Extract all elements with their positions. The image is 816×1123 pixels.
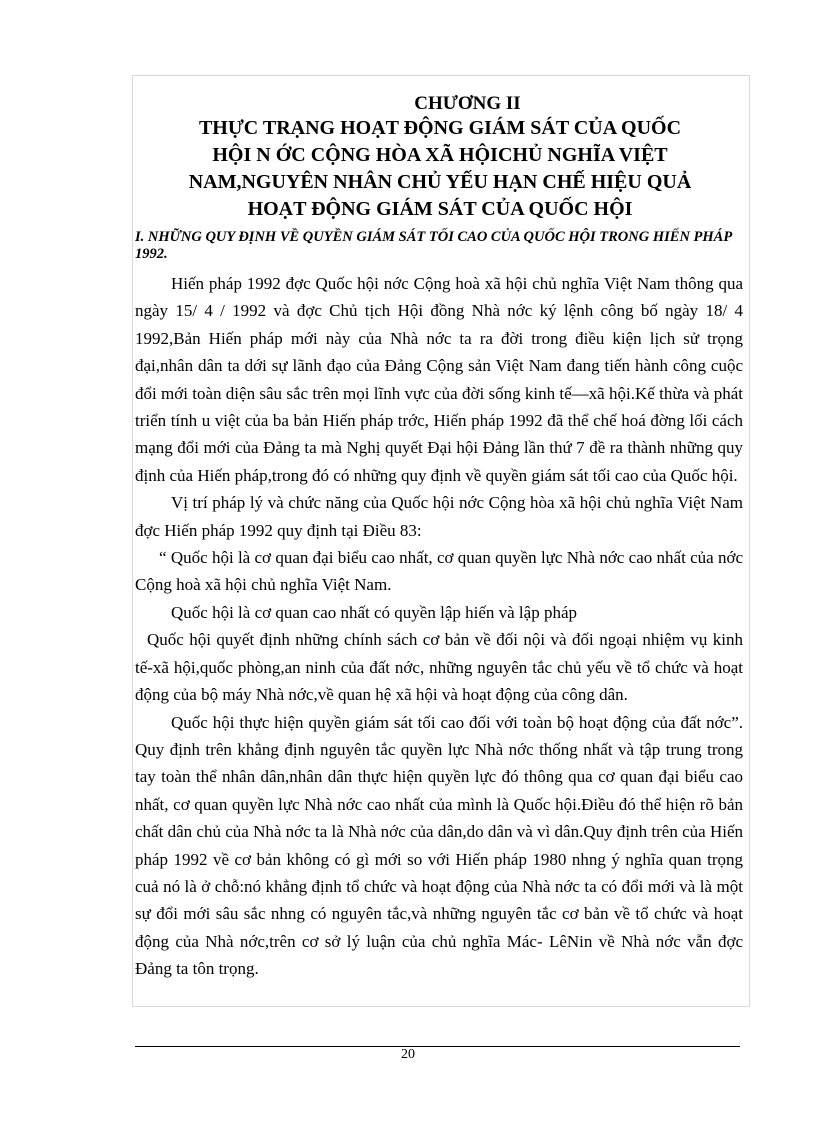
chapter-title-line-2: HỘI N ỚC CỘNG HÒA XÃ HỘICHỦ NGHĨA VIỆT <box>212 144 668 166</box>
chapter-title-line-3: NAM,NGUYÊN NHÂN CHỦ YẾU HẠN CHẾ HIỆU QUẢ <box>188 171 692 193</box>
chapter-heading <box>132 92 748 223</box>
paragraph-5: Quốc hội quyết định những chính sách cơ bản về đối nội và đối ngoại nhiệm vụ kinh tế-xã hội,quốc phòng,an ninh của đất nớc, những nguyên tắc chủ yếu về tổ chức và hoạt động của bộ máy Nhà nớc,về quan hệ xã hội và hoạt động của công dân. <box>135 630 743 705</box>
paragraph-6: Quốc hội thực hiện quyền giám sát tối cao đối với toàn bộ hoạt động của đất nớc”. Quy định trên khẳng định nguyên tắc quyền lực Nhà nớc thống nhất và tập trung trong tay toàn thể nhân dân,nhân dân thực hiện quyền lực đó thông qua cơ quan đại biểu cao nhất, cơ quan quyền lực Nhà nớc cao nhất của mình là Quốc hội.Điều đó thể hiện rõ bản chất dân chủ của Nhà nớc ta là Nhà nớc của dân,do dân và vì dân.Quy định trên của Hiến pháp 1992 về cơ bản không có gì mới so với Hiến pháp 1980 nhng ý nghĩa quan trọng cuả nó là ở chỗ:nó khẳng định tổ chức và hoạt động của Nhà nớc ta có đổi mới và là một sự đổi mới sâu sắc nhng có nguyên tắc,và những nguyên tắc cơ bản về tổ chức và hoạt động của Nhà nớc,trên cơ sở lý luận của chủ nghĩa Mác- LêNin về Nhà nớc vẫn đợc Đảng ta tôn trọng. <box>135 712 743 979</box>
paragraph-3: “ Quốc hội là cơ quan đại biểu cao nhất, cơ quan quyền lực Nhà nớc cao nhất của nớc Cộng hoà xã hội chủ nghĩa Việt Nam. <box>135 548 743 595</box>
body-text <box>135 270 743 983</box>
paragraph-4: Quốc hội là cơ quan cao nhất có quyền lập hiến và lập pháp <box>171 602 577 622</box>
paragraph-1: Hiến pháp 1992 đợc Quốc hội nớc Cộng hoà xã hội chủ nghĩa Việt Nam thông qua ngày 15/ 4 / 1992 và đợc Chủ tịch Hội đồng Nhà nớc ký lệnh công bố ngày 18/ 4 1992,Bản Hiến pháp mới này của Nhà nớc ta ra đời trong điều kiện lịch sử trọng đại,nhân dân ta dới sự lãnh đạo của Đảng Cộng sản Việt Nam đang tiến hành công cuộc đổi mới toàn diện sâu sắc trên mọi lĩnh vực của đời sống kinh tế—xã hội.Kế thừa và phát triển tính u việt của ba bản Hiến pháp trớc, Hiến pháp 1992 đã thể chế hoá đờng lối cách mạng đổi mới của Đảng ta mà Nghị quyết Đại hội Đảng lần thứ 7 đề ra thành những quy định của Hiến pháp,trong đó có những quy định về quyền giám sát tối cao của Quốc hội. <box>135 274 743 485</box>
chapter-title-line-1: THỰC TRẠNG HOẠT ĐỘNG GIÁM SÁT CỦA QUỐC <box>198 117 682 139</box>
section-heading: I. NHỮNG QUY ĐỊNH VỀ QUYỀN GIÁM SÁT TỐI CAO CỦA QUỐC HỘI TRONG HIẾN PHÁP 1992. <box>135 229 732 262</box>
paragraph-2: Vị trí pháp lý và chức năng của Quốc hội nớc Cộng hòa xã hội chủ nghĩa Việt Nam đợc Hiến pháp 1992 quy định tại Điều 83: <box>135 493 743 540</box>
page-number: 20 <box>401 1047 415 1062</box>
chapter-label: CHƯƠNG II <box>414 93 521 114</box>
chapter-title-line-4: HOẠT ĐỘNG GIÁM SÁT CỦA QUỐC HỘI <box>247 198 633 220</box>
